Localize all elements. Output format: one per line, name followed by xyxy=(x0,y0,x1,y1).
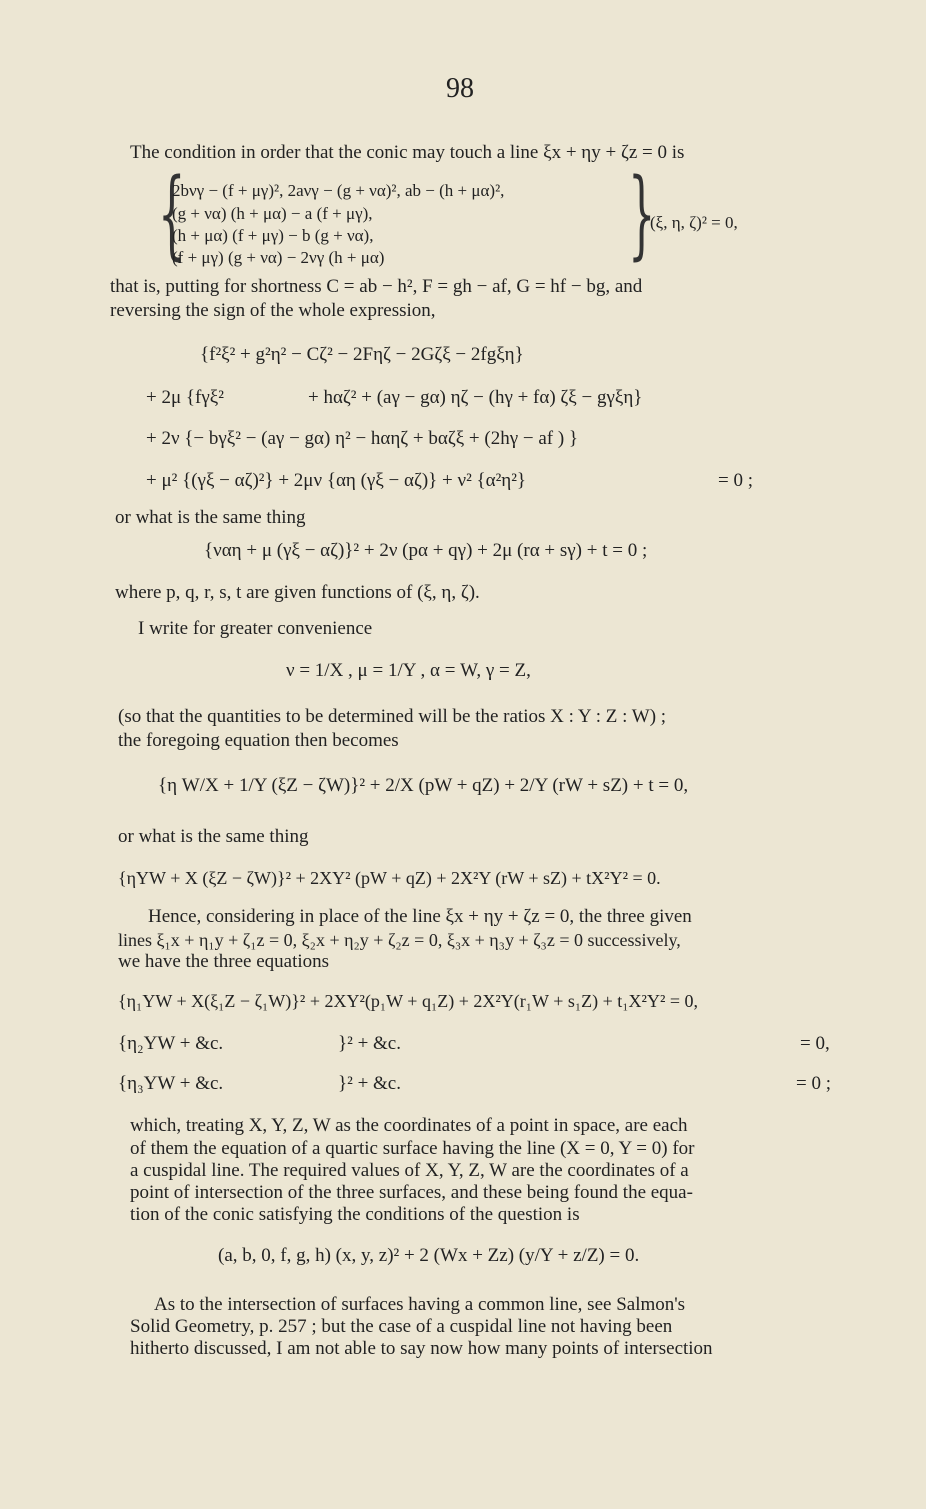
equation-line: + 2ν {− bγξ² − (aγ − gα) η² − hαηζ + bαζξ + (2hγ − af ) } xyxy=(146,428,579,449)
text-line: (so that the quantities to be determined will be the ratios X : Y : Z : W) ; xyxy=(118,706,667,727)
text-line: As to the intersection of surfaces having a common line, see Salmon's xyxy=(154,1294,686,1315)
text-line: I write for greater convenience xyxy=(138,618,373,639)
text-line: Hence, considering in place of the line ξx + ηy + ζz = 0, the three given xyxy=(148,906,692,927)
text-line: reversing the sign of the whole expression, xyxy=(110,300,436,321)
equation-line: {f²ξ² + g²η² − Cζ² − 2Fηζ − 2Gζξ − 2fgξη} xyxy=(200,344,524,365)
equation-line: {η₁YW + X(ξ₁Z − ζ₁W)}² + 2XY²(p₁W + q₁Z) + 2X²Y(r₁W + s₁Z) + t₁X²Y² = 0, xyxy=(118,991,698,1011)
text-line: we have the three equations xyxy=(118,951,330,972)
page-number: 98 xyxy=(446,73,474,104)
matrix-row: (g + να) (h + μα) − a (f + μγ), xyxy=(172,204,373,223)
equation-rhs: = 0 ; xyxy=(718,470,753,491)
equation-rhs: = 0 ; xyxy=(796,1073,831,1094)
text-line: The condition in order that the conic may touch a line ξx + ηy + ζz = 0 is xyxy=(130,142,685,163)
matrix-power: (ξ, η, ζ)² = 0, xyxy=(650,213,738,232)
equation-line: {η W/X + 1/Y (ξZ − ζW)}² + 2/X (pW + qZ) + 2/Y (rW + sZ) + t = 0, xyxy=(158,775,689,796)
equation-line: + hαζ² + (aγ − gα) ηζ − (hγ + fα) ζξ − gγξη} xyxy=(308,387,643,408)
equation-rhs: = 0, xyxy=(800,1033,830,1054)
equation-line: ν = 1/X , μ = 1/Y , α = W, γ = Z, xyxy=(286,660,531,681)
equation-line: {η₃YW + &c. xyxy=(118,1073,224,1094)
left-brace: { xyxy=(158,158,186,270)
text-line: where p, q, r, s, t are given functions of (ξ, η, ζ). xyxy=(115,582,480,603)
equation-line: {ηYW + X (ξZ − ζW)}² + 2XY² (pW + qZ) + 2X²Y (rW + sZ) + tX²Y² = 0. xyxy=(118,868,661,888)
matrix-row: (f + μγ) (g + να) − 2νγ (h + μα) xyxy=(172,248,385,267)
text-line: which, treating X, Y, Z, W as the coordinates of a point in space, are each xyxy=(130,1115,688,1136)
equation-line: (a, b, 0, f, g, h) (x, y, z)² + 2 (Wx + Zz) (y/Y + z/Z) = 0. xyxy=(218,1245,640,1266)
text-line: that is, putting for shortness C = ab − h², F = gh − af, G = hf − bg, and xyxy=(110,276,643,297)
text-line: lines ξ₁x + η₁y + ζ₁z = 0, ξ₂x + η₂y + ζ₂z = 0, ξ₃x + η₃y + ζ₃z = 0 successively, xyxy=(118,930,681,950)
equation-line: + μ² {(γξ − αζ)²} + 2μν {αη (γξ − αζ)} + ν² {α²η²} xyxy=(146,470,527,491)
text-line: of them the equation of a quartic surface having the line (X = 0, Y = 0) for xyxy=(130,1138,695,1159)
text-line: tion of the conic satisfying the conditions of the question is xyxy=(130,1204,580,1225)
matrix-row: (h + μα) (f + μγ) − b (g + να), xyxy=(172,226,374,245)
equation-line: {ναη + μ (γξ − αζ)}² + 2ν (pα + qγ) + 2μ (rα + sγ) + t = 0 ; xyxy=(204,540,648,561)
equation-line: }² + &c. xyxy=(338,1073,401,1094)
text-line: a cuspidal line. The required values of X, Y, Z, W are the coordinates of a xyxy=(130,1160,689,1181)
equation-line: {η₂YW + &c. xyxy=(118,1033,224,1054)
text-line: hitherto discussed, I am not able to say now how many points of intersection xyxy=(130,1338,713,1359)
text-line: or what is the same thing xyxy=(115,507,306,528)
text-line: Solid Geometry, p. 257 ; but the case of a cuspidal line not having been xyxy=(130,1316,673,1337)
equation-line: }² + &c. xyxy=(338,1033,401,1054)
equation-line: + 2μ {fγξ² xyxy=(146,387,224,408)
text-line: or what is the same thing xyxy=(118,826,309,847)
text-line: point of intersection of the three surfaces, and these being found the equa- xyxy=(130,1182,693,1203)
text-line: the foregoing equation then becomes xyxy=(118,730,399,751)
right-brace: } xyxy=(628,158,656,270)
matrix-row: 2bνγ − (f + μγ)², 2aνγ − (g + να)², ab − (h + μα)², xyxy=(172,181,505,200)
